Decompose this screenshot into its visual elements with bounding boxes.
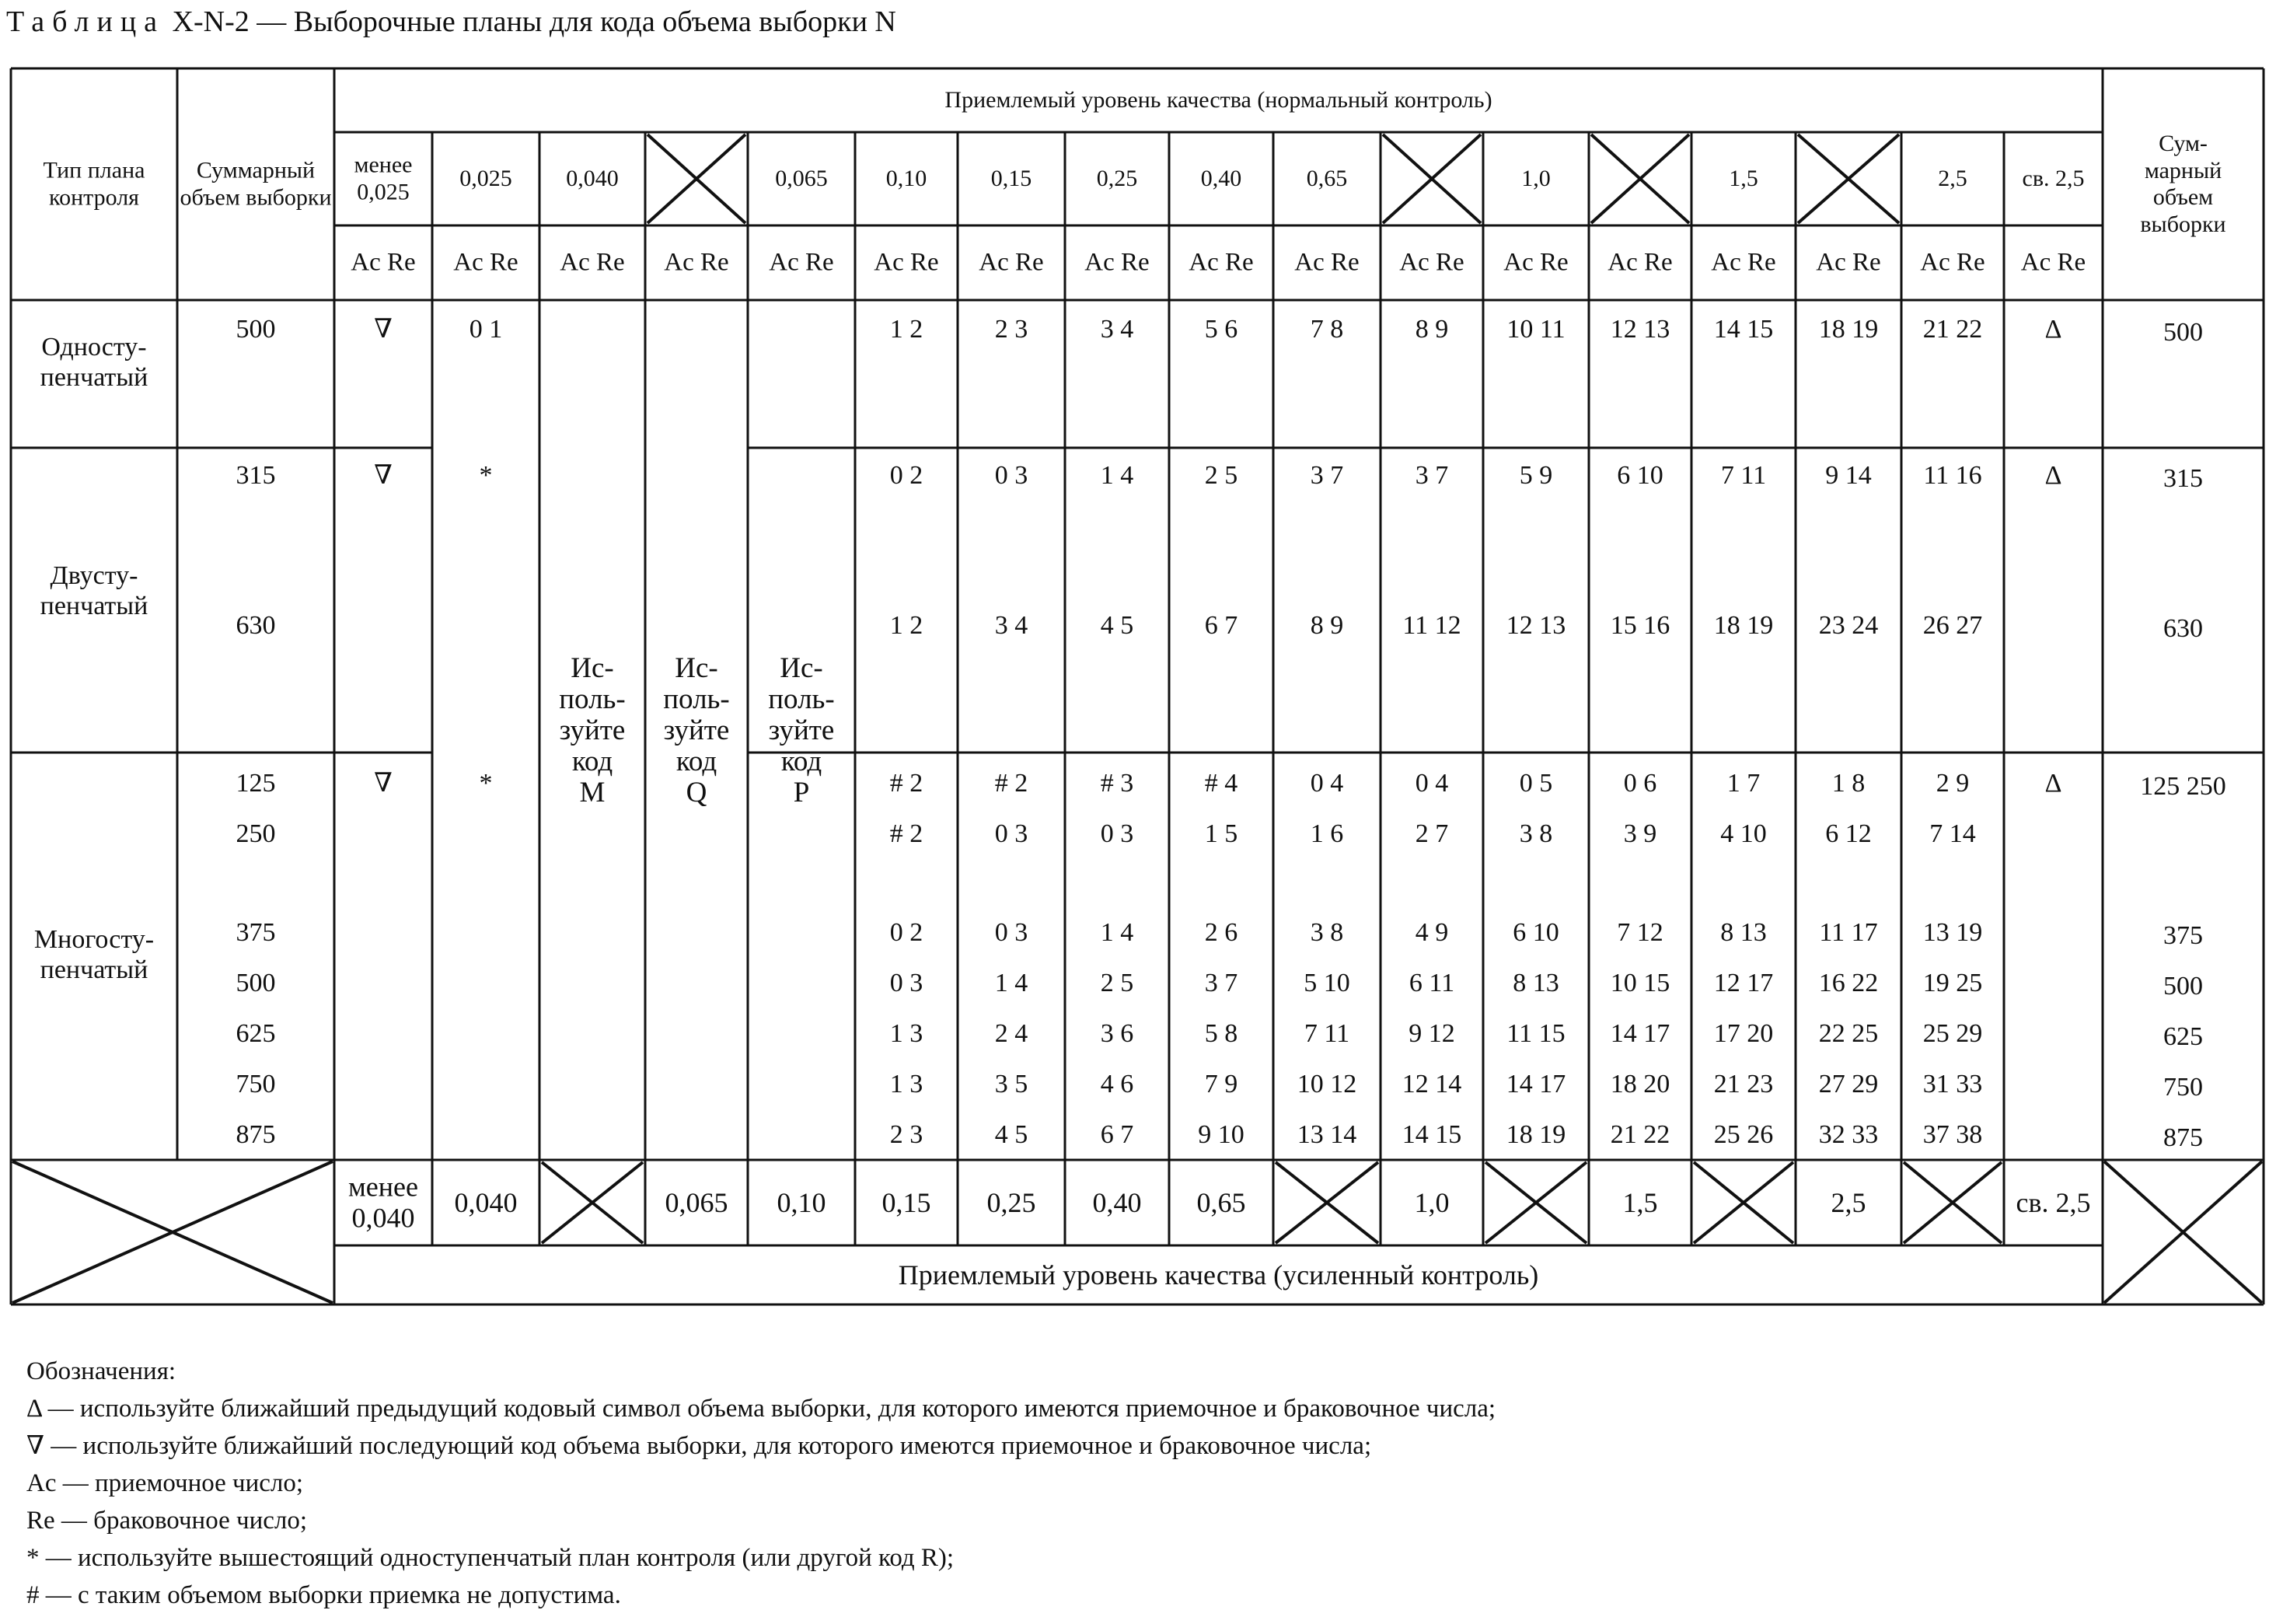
ac-re-value: 10 15 <box>1610 968 1670 997</box>
aql-tightened-cell: св. 2,5 <box>2016 1186 2091 1218</box>
sample-size: 750 <box>236 1069 276 1098</box>
ac-re-value: 18 19 <box>1818 314 1879 344</box>
ac-re-header: Ac Re <box>1503 248 1569 277</box>
ac-re-value: 2 7 <box>1415 819 1449 848</box>
header-plan-type: Тип плана контроля <box>43 157 145 210</box>
aql-tightened-cell: 0,65 <box>1196 1186 1246 1218</box>
ac-re-value: 21 22 <box>1922 314 1983 344</box>
sample-size-right: 500 <box>2163 971 2203 1001</box>
table-title-text: X-N-2 — Выборочные планы для кода объема выборки N <box>172 5 896 38</box>
ac-re-value: 2 5 <box>1100 968 1134 997</box>
ac-re-value: 17 20 <box>1713 1018 1774 1048</box>
ac-re-value: 19 25 <box>1922 968 1983 997</box>
ac-re-value: 3 7 <box>1310 460 1344 490</box>
ac-re-value: 2 6 <box>1204 917 1238 947</box>
ac-re-value: 37 38 <box>1922 1119 1983 1149</box>
ac-re-header: Ac Re <box>2020 248 2086 277</box>
symbol-prev-code: Δ <box>2044 314 2062 344</box>
sample-size-right: 375 <box>2163 920 2203 950</box>
ac-re-header: Ac Re <box>979 248 1044 277</box>
ac-re-value: 3 7 <box>1415 460 1449 490</box>
ac-re-value: 11 15 <box>1506 1018 1566 1048</box>
ac-re-value: 14 15 <box>1713 314 1774 344</box>
sample-size: 250 <box>236 819 276 848</box>
ac-re-value: 7 11 <box>1304 1018 1350 1048</box>
ac-re-value: 26 27 <box>1922 610 1983 640</box>
use-code-cell <box>543 653 641 809</box>
ac-re-header: Ac Re <box>1399 248 1464 277</box>
aql-normal-cell: 1,5 <box>1729 165 1758 191</box>
ac-re-value: 11 16 <box>1923 460 1982 490</box>
ac-re-value: 5 10 <box>1304 968 1350 997</box>
sample-size-right: 500 <box>2163 317 2203 347</box>
ac-re-value: 8 13 <box>1513 968 1559 997</box>
table-title-label: Таблица <box>6 5 166 38</box>
ac-re-value: 0 3 <box>994 917 1028 947</box>
sample-size: 375 <box>236 917 276 947</box>
ac-re-value: 0 2 <box>889 460 923 490</box>
sample-size: 625 <box>236 1018 276 1048</box>
sample-size: 875 <box>236 1119 276 1149</box>
sample-size-right: 750 <box>2163 1072 2203 1102</box>
ac-re-value: 3 7 <box>1204 968 1238 997</box>
symbol-next-code: ∇ <box>374 314 393 344</box>
ac-re-header: Ac Re <box>1711 248 1776 277</box>
sample-size: 125 <box>236 768 276 798</box>
ac-re-value: 5 6 <box>1204 314 1238 344</box>
ac-re-value: 2 3 <box>994 314 1028 344</box>
aql-tightened-cell: 0,25 <box>986 1186 1036 1218</box>
plan-type-label: Двусту- пенчатый <box>40 561 148 620</box>
ac-re-value: 3 8 <box>1310 917 1344 947</box>
ac-re-value: 12 17 <box>1713 968 1774 997</box>
ac-re-value: 23 24 <box>1818 610 1879 640</box>
use-code-text: Ис- поль- зуйте код <box>559 652 626 777</box>
ac-re-value: 27 29 <box>1818 1069 1879 1098</box>
legend-item: Ac — приемочное число; <box>26 1469 304 1497</box>
ac-re-value: 2 9 <box>1936 768 1970 798</box>
ac-re-value: 22 25 <box>1818 1018 1879 1048</box>
sample-size-right: 125 250 <box>2140 771 2226 801</box>
legend-item: Re — браковочное число; <box>26 1507 308 1535</box>
ac-re-value: 1 6 <box>1310 819 1344 848</box>
ac-re-value: 2 4 <box>994 1018 1028 1048</box>
ac-re-value: 10 12 <box>1297 1069 1357 1098</box>
ac-re-value: 7 8 <box>1310 314 1344 344</box>
ac-re-header: Ac Re <box>1608 248 1673 277</box>
ac-re-value: 1 3 <box>889 1018 923 1048</box>
ac-re-value: 5 8 <box>1204 1018 1238 1048</box>
sample-size: 500 <box>236 968 276 997</box>
use-code-cell <box>752 653 851 809</box>
ac-re-value: 4 10 <box>1720 819 1767 848</box>
ac-re-value: 4 5 <box>1100 610 1134 640</box>
aql-normal-cell: 0,65 <box>1306 165 1348 191</box>
ac-re-value: 1 5 <box>1204 819 1238 848</box>
aql-normal-cell: 2,5 <box>1938 165 1967 191</box>
ac-re-value: 4 6 <box>1100 1069 1134 1098</box>
plan-type-label: Многосту- пенчатый <box>33 924 155 984</box>
ac-re-value: # 2 <box>889 819 923 848</box>
legend-item: ∇ — используйте ближайший последующий код объема выборки, для которого имеются приемочное и браковочное числа; <box>26 1432 1372 1460</box>
ac-re-value: 9 14 <box>1825 460 1872 490</box>
ac-re-value: 18 20 <box>1610 1069 1670 1098</box>
ac-re-value: 3 8 <box>1519 819 1553 848</box>
ac-re-value: 1 2 <box>889 610 923 640</box>
ac-re-value: 8 13 <box>1720 917 1767 947</box>
ac-re-value: 0 3 <box>889 968 923 997</box>
aql-tightened-cell: 0,40 <box>1092 1186 1142 1218</box>
ac-re-value: 1 7 <box>1726 768 1761 798</box>
ac-re-value: 14 17 <box>1506 1069 1566 1098</box>
ac-re-value: 3 9 <box>1623 819 1657 848</box>
ac-re-value: 4 9 <box>1415 917 1449 947</box>
ac-re-header: Ac Re <box>560 248 625 277</box>
ac-re-value: 12 13 <box>1506 610 1566 640</box>
ac-re-value: 21 23 <box>1713 1069 1774 1098</box>
sample-size: 630 <box>236 610 276 640</box>
ac-re-value: 1 8 <box>1831 768 1866 798</box>
aql-tightened-cell: 0,065 <box>665 1186 728 1218</box>
tightened-caption: Приемлемый уровень качества (усиленный контроль) <box>898 1259 1539 1290</box>
ac-re-value: 25 29 <box>1922 1018 1983 1048</box>
cell-value: * <box>479 460 493 490</box>
aql-tightened-cell: 0,10 <box>777 1186 826 1218</box>
ac-re-value: 11 12 <box>1402 610 1461 640</box>
use-code-text: Ис- поль- зуйте код <box>663 652 730 777</box>
ac-re-value: 25 26 <box>1713 1119 1774 1149</box>
ac-re-value: 7 12 <box>1617 917 1663 947</box>
ac-re-value: 31 33 <box>1922 1069 1983 1098</box>
ac-re-value: 0 6 <box>1623 768 1657 798</box>
ac-re-value: 10 11 <box>1506 314 1566 344</box>
aql-tightened-cell: 0,040 <box>454 1186 518 1218</box>
ac-re-value: 2 5 <box>1204 460 1238 490</box>
symbol-prev-code: Δ <box>2044 768 2062 798</box>
aql-normal-cell: 0,065 <box>775 165 828 191</box>
ac-re-value: 0 3 <box>994 819 1028 848</box>
aql-normal-cell: 0,15 <box>990 165 1032 191</box>
ac-re-value: 7 9 <box>1204 1069 1238 1098</box>
ac-re-header: Ac Re <box>664 248 729 277</box>
cell-value: 0 1 <box>469 314 503 344</box>
header-total-sample: Суммарный объем выборки <box>180 157 332 210</box>
ac-re-header: Ac Re <box>1189 248 1254 277</box>
ac-re-value: 7 11 <box>1720 460 1767 490</box>
sample-size-right: 630 <box>2163 613 2203 643</box>
use-code-text: Ис- поль- зуйте код <box>768 652 835 777</box>
ac-re-value: 12 14 <box>1402 1069 1462 1098</box>
sample-size: 315 <box>236 460 276 490</box>
use-code-letter: Q <box>686 776 707 809</box>
aql-tightened-cell: 1,0 <box>1414 1186 1450 1218</box>
aql-tightened-cell: менее 0,040 <box>348 1171 418 1234</box>
sample-size: 500 <box>236 314 276 344</box>
legend <box>26 1353 1496 1614</box>
ac-re-value: 0 4 <box>1310 768 1344 798</box>
ac-re-value: 9 12 <box>1409 1018 1455 1048</box>
legend-item: Δ — используйте ближайший предыдущий кодовый символ объема выборки, для которого имеются приемочное и браковочное числа; <box>26 1395 1496 1423</box>
ac-re-value: 1 4 <box>994 968 1028 997</box>
sample-size-right: 875 <box>2163 1123 2203 1152</box>
ac-re-value: 6 10 <box>1513 917 1559 947</box>
ac-re-value: 6 10 <box>1617 460 1663 490</box>
ac-re-value: 8 9 <box>1310 610 1344 640</box>
use-code-cell <box>649 653 744 809</box>
ac-re-value: # 2 <box>994 768 1028 798</box>
use-code-letter: P <box>793 776 810 809</box>
ac-re-value: 0 5 <box>1519 768 1553 798</box>
aql-normal-cell: св. 2,5 <box>2022 165 2085 191</box>
ac-re-value: 18 19 <box>1713 610 1774 640</box>
aql-tightened-cell: 2,5 <box>1831 1186 1866 1218</box>
ac-re-value: 13 19 <box>1922 917 1983 947</box>
ac-re-value: 32 33 <box>1818 1119 1879 1149</box>
symbol-next-code: ∇ <box>374 460 393 490</box>
ac-re-value: 6 12 <box>1825 819 1872 848</box>
ac-re-value: 6 7 <box>1100 1119 1134 1149</box>
ac-re-value: # 3 <box>1100 768 1134 798</box>
header-normal-aql: Приемлемый уровень качества (нормальный контроль) <box>944 86 1492 113</box>
legend-item: * — используйте вышестоящий одноступенчатый план контроля (или другой код R); <box>26 1544 955 1572</box>
ac-re-value: # 4 <box>1204 768 1238 798</box>
ac-re-value: 1 4 <box>1100 460 1134 490</box>
ac-re-value: 6 11 <box>1409 968 1455 997</box>
sample-size-right: 315 <box>2163 463 2203 493</box>
ac-re-header: Ac Re <box>453 248 518 277</box>
header-total-sample-right: Сум- марный объем выборки <box>2140 131 2226 237</box>
aql-normal-cell: 0,025 <box>459 165 512 191</box>
legend-item: # — с таким объемом выборки приемка не допустима. <box>26 1581 621 1609</box>
aql-normal-cell: 0,25 <box>1096 165 1138 191</box>
aql-tightened-cell: 0,15 <box>881 1186 931 1218</box>
ac-re-header: Ac Re <box>1920 248 1985 277</box>
ac-re-value: 16 22 <box>1818 968 1879 997</box>
ac-re-value: 7 14 <box>1929 819 1976 848</box>
ac-re-value: 1 3 <box>889 1069 923 1098</box>
ac-re-value: 13 14 <box>1297 1119 1357 1149</box>
ac-re-value: 12 13 <box>1610 314 1670 344</box>
ac-re-value: 11 17 <box>1819 917 1878 947</box>
aql-tightened-cell: 1,5 <box>1622 1186 1658 1218</box>
aql-normal-cell: 0,10 <box>885 165 927 191</box>
ac-re-value: 8 9 <box>1415 314 1449 344</box>
ac-re-value: 1 2 <box>889 314 923 344</box>
ac-re-value: 0 3 <box>1100 819 1134 848</box>
ac-re-value: 14 17 <box>1610 1018 1670 1048</box>
ac-re-value: 9 10 <box>1198 1119 1244 1149</box>
use-code-letter: M <box>579 776 606 809</box>
ac-re-value: 0 3 <box>994 460 1028 490</box>
ac-re-header: Ac Re <box>351 248 416 277</box>
ac-re-value: 21 22 <box>1610 1119 1670 1149</box>
ac-re-value: 15 16 <box>1610 610 1670 640</box>
plan-type-label: Односту- пенчатый <box>40 332 148 392</box>
ac-re-header: Ac Re <box>1816 248 1881 277</box>
ac-re-value: 2 3 <box>889 1119 923 1149</box>
ac-re-value: 5 9 <box>1519 460 1553 490</box>
symbol-prev-code: Δ <box>2044 460 2062 490</box>
ac-re-value: 0 4 <box>1415 768 1449 798</box>
ac-re-header: Ac Re <box>1084 248 1150 277</box>
ac-re-value: 6 7 <box>1204 610 1238 640</box>
ac-re-value: 1 4 <box>1100 917 1134 947</box>
ac-re-value: 0 2 <box>889 917 923 947</box>
ac-re-value: 18 19 <box>1506 1119 1566 1149</box>
ac-re-value: 3 6 <box>1100 1018 1134 1048</box>
symbol-next-code: ∇ <box>374 768 393 798</box>
aql-normal-cell: менее 0,025 <box>354 152 413 204</box>
ac-re-value: # 2 <box>889 768 923 798</box>
ac-re-value: 3 5 <box>994 1069 1028 1098</box>
ac-re-header: Ac Re <box>769 248 834 277</box>
legend-title: Обозначения: <box>26 1357 176 1385</box>
aql-normal-cell: 0,40 <box>1200 165 1242 191</box>
ac-re-value: 3 4 <box>1100 314 1134 344</box>
aql-normal-cell: 1,0 <box>1521 165 1551 191</box>
ac-re-header: Ac Re <box>1294 248 1360 277</box>
ac-re-value: 4 5 <box>994 1119 1028 1149</box>
cell-value: * <box>479 768 493 798</box>
ac-re-header: Ac Re <box>874 248 939 277</box>
ac-re-value: 3 4 <box>994 610 1028 640</box>
aql-normal-cell: 0,040 <box>566 165 619 191</box>
ac-re-value: 14 15 <box>1402 1119 1462 1149</box>
sample-size-right: 625 <box>2163 1022 2203 1051</box>
